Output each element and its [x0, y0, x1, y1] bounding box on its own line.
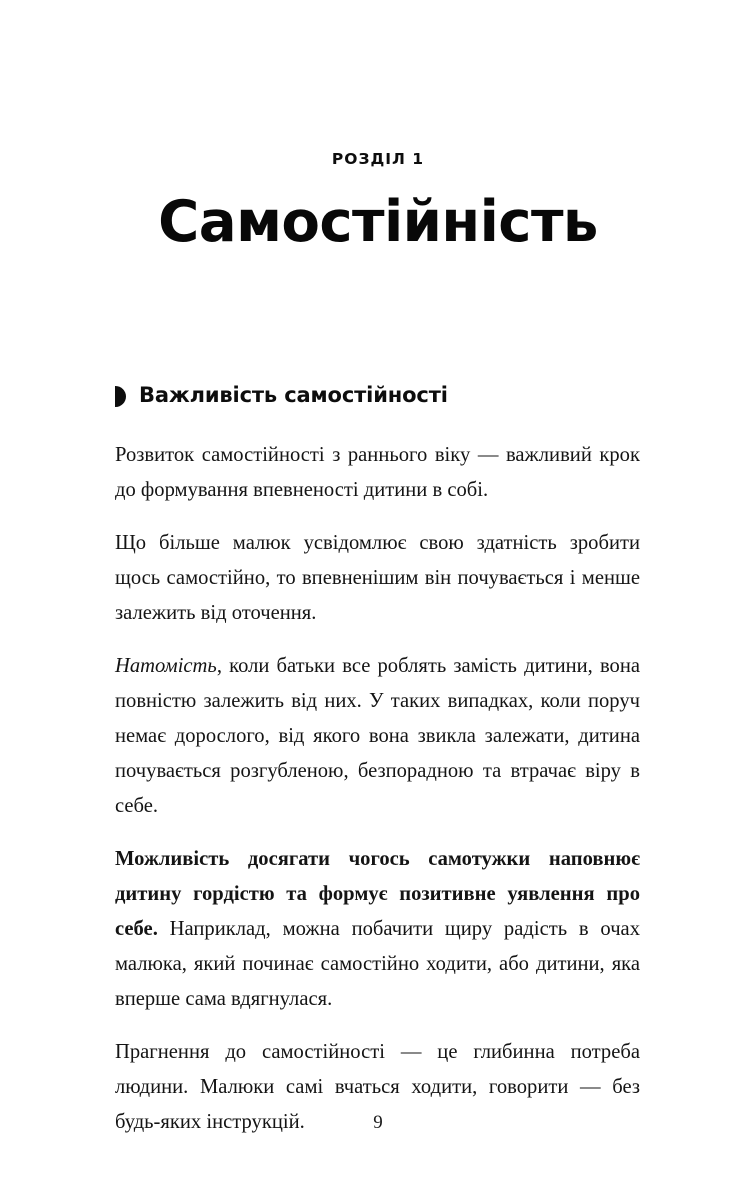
- text-run: Прагнення до самостійності — це глибинна потреба людини. Малюки самі вчаться ходити, говорити — без будь-яких інструкцій.: [115, 1041, 640, 1134]
- text-run: Розвиток самостійності з раннього віку — важливий крок до формування впевненості дитини в собі.: [115, 444, 640, 502]
- text-run: Наприклад, можна побачити щиру радість в очах малюка, який починає самостійно ходити, або дитини, яка вперше сама вдягнулася.: [115, 918, 640, 1011]
- half-disc-bullet-icon: [115, 386, 126, 407]
- chapter-header: [0, 150, 756, 255]
- body-content: [115, 383, 640, 1140]
- body-paragraph: [115, 526, 640, 631]
- section-heading-label: Важливість самостійності: [139, 383, 448, 407]
- paragraph-list: [115, 438, 640, 1140]
- section-heading: [115, 383, 640, 408]
- text-run: Що більше малюк усвідомлює свою здатність зробити щось самостійно, то впевненішим він почувається і менше залежить від оточення.: [115, 532, 640, 625]
- body-paragraph: [115, 649, 640, 824]
- text-run: Можливість досягати чогось самотужки наповнює дитину гордістю та формує позитивне уявлення про себе.: [115, 848, 640, 941]
- page-number: 9: [373, 1112, 383, 1133]
- body-paragraph: [115, 438, 640, 508]
- chapter-title: Самостійність: [158, 188, 598, 255]
- chapter-number-label: РОЗДІЛ 1: [331, 150, 425, 168]
- text-run: Натомість: [115, 655, 217, 678]
- body-paragraph: [115, 842, 640, 1017]
- text-run: , коли батьки все роблять замість дитини, вона повністю залежить від них. У таких випадках, коли поруч немає дорослого, від якого вона звикла залежати, дитина почувається розгубленою, безпорадною та втрачає віру в себе.: [115, 655, 640, 818]
